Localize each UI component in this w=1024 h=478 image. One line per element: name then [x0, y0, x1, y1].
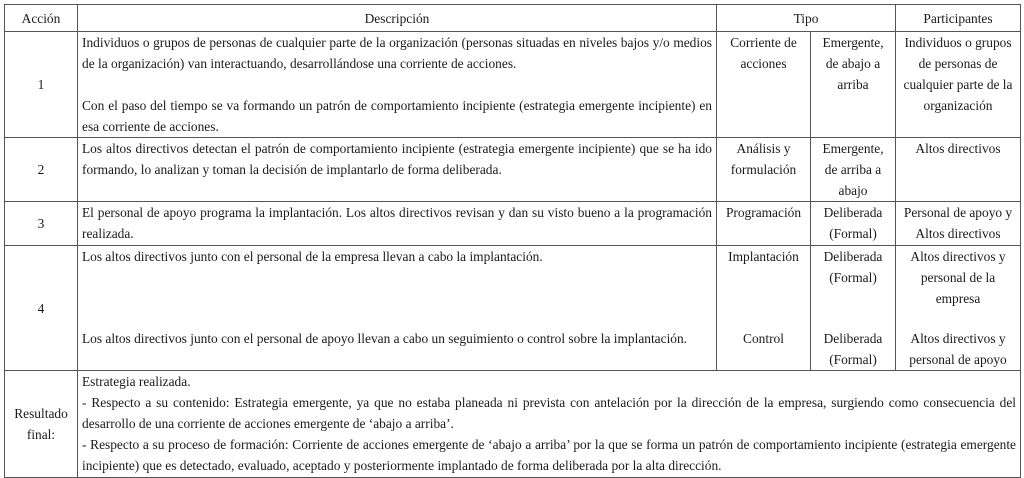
descripcion-paragraph: Los altos directivos junto con el personal de la empresa llevan a cabo la implantación. [82, 249, 543, 264]
strategy-table [4, 4, 1021, 478]
tipo-fase-control: Control [743, 331, 784, 346]
tipo-fase-cell [717, 246, 811, 371]
header-row [5, 5, 1021, 32]
descripcion-paragraph: Individuos o grupos de personas de cualquier parte de la organización (personas situadas en niveles bajos y/o medios de la organización) van interactuando, desarrollándose una corriente de acciones. [82, 35, 712, 71]
tipo-direccion-cell: Emergente, de abajo a arriba [811, 32, 896, 138]
participantes-cell [896, 246, 1021, 371]
resultado-row [5, 371, 1021, 478]
tipo-fase-cell: Análisis y formulación [717, 138, 811, 202]
table-row [5, 246, 1021, 371]
tipo-direccion-cell [811, 246, 896, 371]
descripcion-cell [78, 202, 717, 246]
tipo-fase-implantacion: Implantación [728, 249, 799, 264]
participantes-cell: Individuos o grupos de personas de cualquier parte de la organización [896, 32, 1021, 138]
accion-cell: 2 [5, 138, 78, 202]
participantes-cell: Personal de apoyo y Altos directivos [896, 202, 1021, 246]
resultado-label: Resultado final: [5, 371, 78, 478]
descripcion-cell [78, 138, 717, 202]
tipo-direccion-control: Deliberada (Formal) [823, 331, 883, 367]
accion-cell: 3 [5, 202, 78, 246]
participantes-cell: Altos directivos [896, 138, 1021, 202]
tipo-direccion-implantacion: Deliberada (Formal) [823, 249, 883, 285]
participantes-control: Altos directivos y personal de apoyo [909, 331, 1007, 367]
descripcion-cell [78, 32, 717, 138]
descripcion-paragraph: Con el paso del tiempo se va formando un patrón de comportamiento incipiente (estrategia emergente incipiente) en esa corriente de acciones. [82, 98, 712, 134]
resultado-cell [78, 371, 1021, 478]
participantes-implantacion: Altos directivos y personal de la empresa [910, 249, 1006, 306]
header-descripcion: Descripción [78, 5, 717, 32]
table-row [5, 202, 1021, 246]
header-participantes: Participantes [896, 5, 1021, 32]
tipo-fase-cell: Corriente de acciones [717, 32, 811, 138]
accion-cell: 1 [5, 32, 78, 138]
tipo-direccion-cell: Deliberada (Formal) [811, 202, 896, 246]
header-tipo: Tipo [717, 5, 896, 32]
accion-cell: 4 [5, 246, 78, 371]
tipo-direccion-cell: Emergente, de arriba a abajo [811, 138, 896, 202]
table-row [5, 138, 1021, 202]
descripcion-paragraph: Los altos directivos detectan el patrón de comportamiento incipiente (estrategia emergente incipiente) que se ha ido formando, lo analizan y toman la decisión de implantarlo de forma deliberada. [82, 141, 712, 177]
resultado-line: Estrategia realizada. [82, 374, 191, 389]
table-row [5, 32, 1021, 138]
descripcion-paragraph: Los altos directivos junto con el personal de apoyo llevan a cabo un seguimiento o control sobre la implantación. [82, 331, 688, 346]
header-accion: Acción [5, 5, 78, 32]
resultado-line: - Respecto a su contenido: Estrategia emergente, ya que no estaba planeada ni prevista con antelación por la dirección de la empresa, surgiendo como consecuencia del desarrollo de una corriente de acciones emergente de ‘abajo a arriba’. [82, 395, 1017, 431]
resultado-line: - Respecto a su proceso de formación: Corriente de acciones emergente de ‘abajo a arriba’ por la que se forma un patrón de comportamiento incipiente (estrategia emergente incipiente) que es detectado, evaluado, aceptado y posteriormente implantado de forma deliberada por la alta dirección. [82, 437, 1017, 473]
descripcion-cell [78, 246, 717, 371]
tipo-fase-cell: Programación [717, 202, 811, 246]
descripcion-paragraph: El personal de apoyo programa la implantación. Los altos directivos revisan y dan su visto bueno a la programación realizada. [82, 205, 712, 241]
